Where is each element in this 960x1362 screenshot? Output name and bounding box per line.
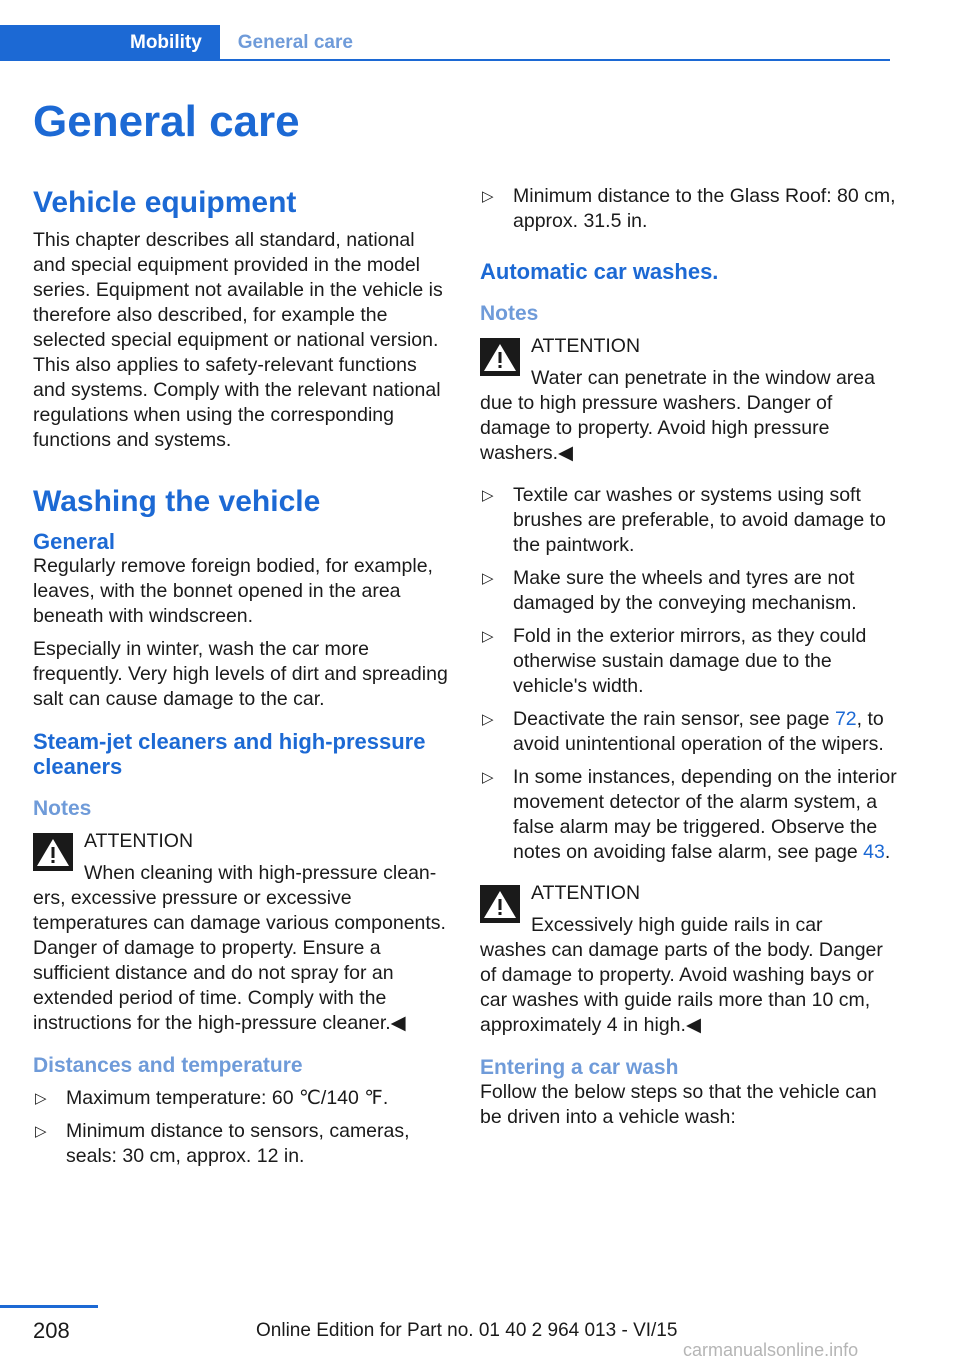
footer-rule <box>0 1305 98 1308</box>
warning-triangle-icon <box>480 338 520 376</box>
list-item: ▷ Fold in the exterior mirrors, as they could otherwise sustain damage due to the vehicle's width. <box>482 625 867 697</box>
header-tabs <box>0 25 890 61</box>
page-link-72[interactable]: 72 <box>834 708 857 730</box>
vehicle-equipment-text: This chapter describes all standard, national and special equipment provided in the model series. Equipment not available in the vehicle is therefore also described, for example the selected special equipment or national version. This also applies to safety-relevant functions and systems. Comply with the relevant national regulations when using the corresponding functions and systems. <box>33 229 443 451</box>
distances-list <box>33 1086 451 1169</box>
triangle-bullet-icon: ▷ <box>35 1090 47 1107</box>
notes-heading-right: Notes <box>480 302 539 325</box>
entering-car-wash-text: Follow the below steps so that the vehicle can be driven into a vehicle wash: <box>480 1081 877 1128</box>
attention-first-line: Water can penetrate in the window area <box>531 367 875 389</box>
washing-heading: Washing the vehicle <box>33 485 321 518</box>
triangle-bullet-icon: ▷ <box>482 711 494 728</box>
distances-heading: Distances and temperature <box>33 1054 303 1077</box>
attention-first-line: When cleaning with high-pressure clean- <box>84 862 437 884</box>
triangle-bullet-icon: ▷ <box>35 1123 47 1140</box>
attention-first-line: Excessively high guide rails in car <box>531 914 823 936</box>
triangle-bullet-icon: ▷ <box>482 188 494 205</box>
attention-label: ATTENTION <box>531 335 641 357</box>
general-heading: General <box>33 529 115 554</box>
list-item: ▷ Maximum temperature: 60 ℃/140 ℉. <box>35 1087 389 1109</box>
page-title: General care <box>33 97 300 146</box>
general-paragraph-1: Regularly remove foreign bodied, for example, leaves, with the bonnet opened in the area beneath with windscreen. <box>33 555 433 627</box>
attention-label: ATTENTION <box>84 830 194 852</box>
list-item: ▷ Deactivate the rain sensor, see page 72, to avoid unintentional operation of the wipers. <box>482 708 884 755</box>
warning-triangle-icon <box>480 885 520 923</box>
general-paragraph-2: Especially in winter, wash the car more frequently. Very high levels of dirt and spreading salt can cause damage to the car. <box>33 638 448 710</box>
list-item: ▷ Minimum distance to sensors, cameras, seals: 30 cm, approx. 12 in. <box>35 1120 410 1167</box>
attention-text: due to high pressure washers. Danger of damage to property. Avoid high pressure washers.◀ <box>480 392 833 464</box>
page-number: 208 <box>33 1318 70 1343</box>
list-item: ▷ Textile car washes or systems using soft brushes are preferable, to avoid damage to the paintwork. <box>482 484 886 556</box>
vehicle-equipment-heading: Vehicle equipment <box>33 186 297 219</box>
triangle-bullet-icon: ▷ <box>482 570 494 587</box>
tab-general-care[interactable]: General care <box>220 25 890 61</box>
automatic-car-washes-heading: Automatic car washes. <box>480 259 719 284</box>
warning-triangle-icon <box>33 833 73 871</box>
triangle-bullet-icon: ▷ <box>482 628 494 645</box>
watermark: carmanualsonline.info <box>683 1340 859 1360</box>
triangle-bullet-icon: ▷ <box>482 769 494 786</box>
list-item: ▷ In some instances, depending on the interior movement detector of the alarm system, a false alarm may be triggered. Observe the notes on avoiding false alarm, see page 43. <box>482 766 897 863</box>
list-item: ▷ Make sure the wheels and tyres are not damaged by the conveying mechanism. <box>482 567 857 614</box>
attention-label: ATTENTION <box>531 882 641 904</box>
tab-mobility[interactable]: Mobility <box>0 25 220 61</box>
footer-edition: Online Edition for Part no. 01 40 2 964 013 - VI/15 <box>256 1320 678 1341</box>
attention-text: washes can damage parts of the body. Danger of damage to property. Avoid washing bays or car washes with guide rails more than 10 cm, approximately 4 in high.◀ <box>480 939 883 1036</box>
triangle-bullet-icon: ▷ <box>482 487 494 504</box>
notes-heading-left: Notes <box>33 797 92 820</box>
left-column <box>33 184 451 1177</box>
attention-block-window <box>480 334 898 466</box>
entering-car-wash-heading: Entering a car wash <box>480 1056 679 1079</box>
right-column <box>480 184 898 1130</box>
page-link-43[interactable]: 43 <box>863 841 885 863</box>
attention-text: ers, excessive pressure or excessive temperatures can damage various components. Danger of damage to property. Ensure a sufficient distance and do not spray for an extended period of time. Comply with the instructions for the high-pressure cleaner.◀ <box>33 887 446 1034</box>
car-wash-list <box>480 483 898 865</box>
list-item: ▷ Minimum distance to the Glass Roof: 80 cm, approx. 31.5 in. <box>482 185 896 232</box>
glass-roof-list <box>480 184 898 234</box>
steam-heading: Steam-jet cleaners and high-pressure cleaners <box>33 729 426 779</box>
attention-block-guide-rails <box>480 881 898 1038</box>
attention-block-pressure <box>33 829 451 1036</box>
